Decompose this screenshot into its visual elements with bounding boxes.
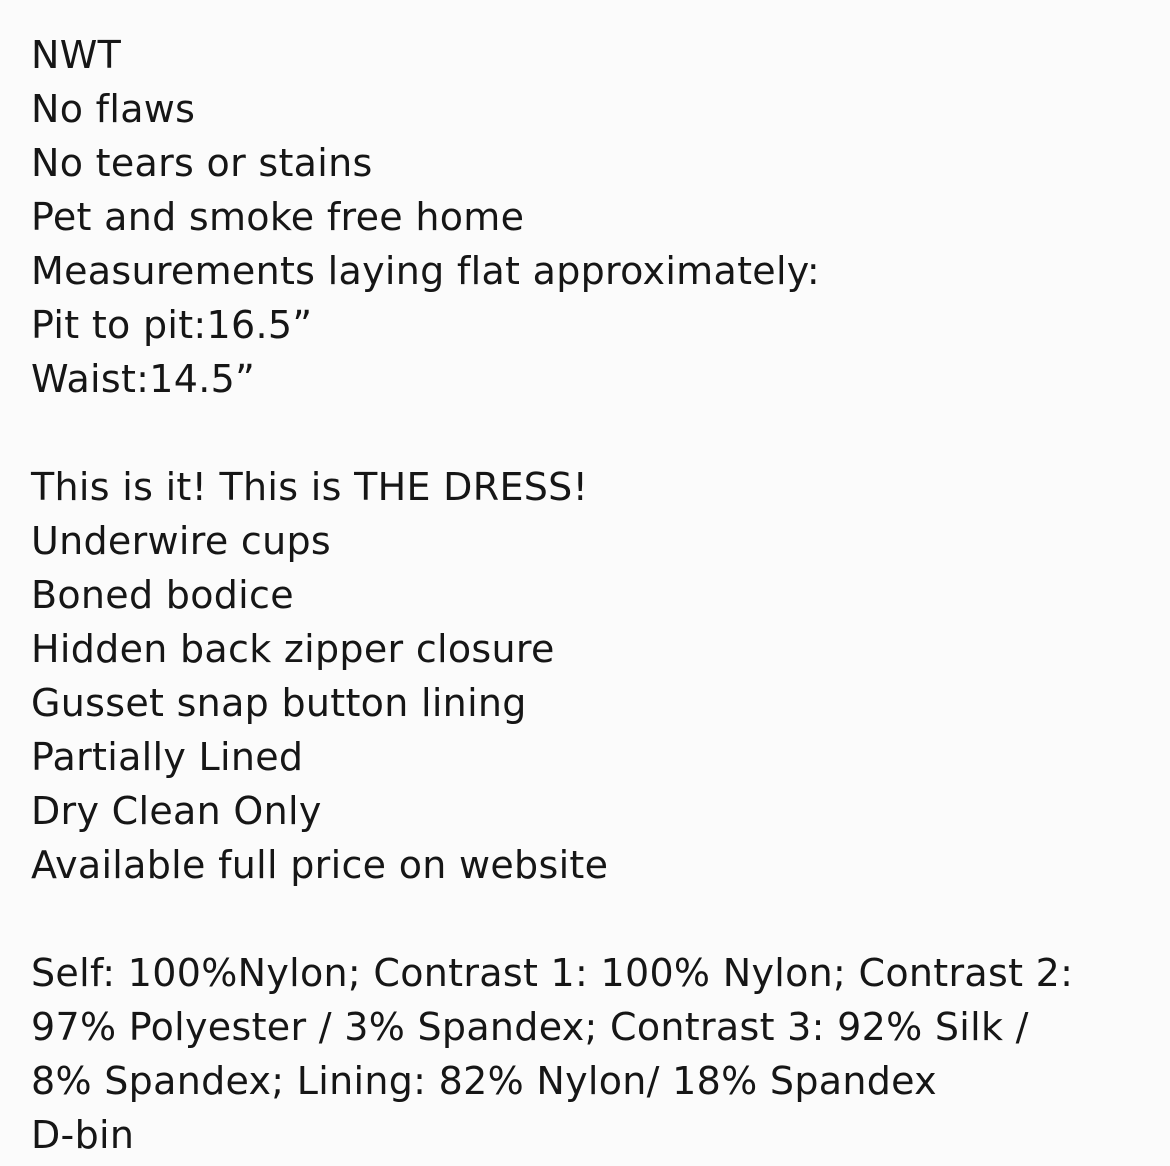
spacer [31, 892, 1141, 946]
condition-line: No tears or stains [31, 141, 373, 185]
materials-line: Self: 100%Nylon; Contrast 1: 100% Nylon; Contrast 2: [31, 951, 1074, 995]
feature-line: Partially Lined [31, 735, 304, 779]
measurement-pit-to-pit: Pit to pit:16.5” [31, 303, 313, 347]
feature-line: Gusset snap button lining [31, 681, 527, 725]
condition-line: NWT [31, 33, 122, 77]
feature-line: Hidden back zipper closure [31, 627, 555, 671]
care-instructions: Dry Clean Only [31, 789, 322, 833]
condition-line: No flaws [31, 87, 196, 131]
measurements-heading: Measurements laying flat approximately: [31, 249, 820, 293]
feature-line: Available full price on website [31, 843, 609, 887]
condition-line: Pet and smoke free home [31, 195, 525, 239]
materials-line: 8% Spandex; Lining: 82% Nylon/ 18% Spandex [31, 1059, 937, 1103]
feature-line: Boned bodice [31, 573, 294, 617]
measurement-waist: Waist:14.5” [31, 357, 256, 401]
materials-line: 97% Polyester / 3% Spandex; Contrast 3: 92% Silk / [31, 1005, 1029, 1049]
bin-label: D-bin [31, 1113, 135, 1157]
feature-line: Underwire cups [31, 519, 331, 563]
feature-headline: This is it! This is THE DRESS! [31, 465, 589, 509]
spacer [31, 406, 1141, 460]
listing-description [31, 28, 1141, 1162]
